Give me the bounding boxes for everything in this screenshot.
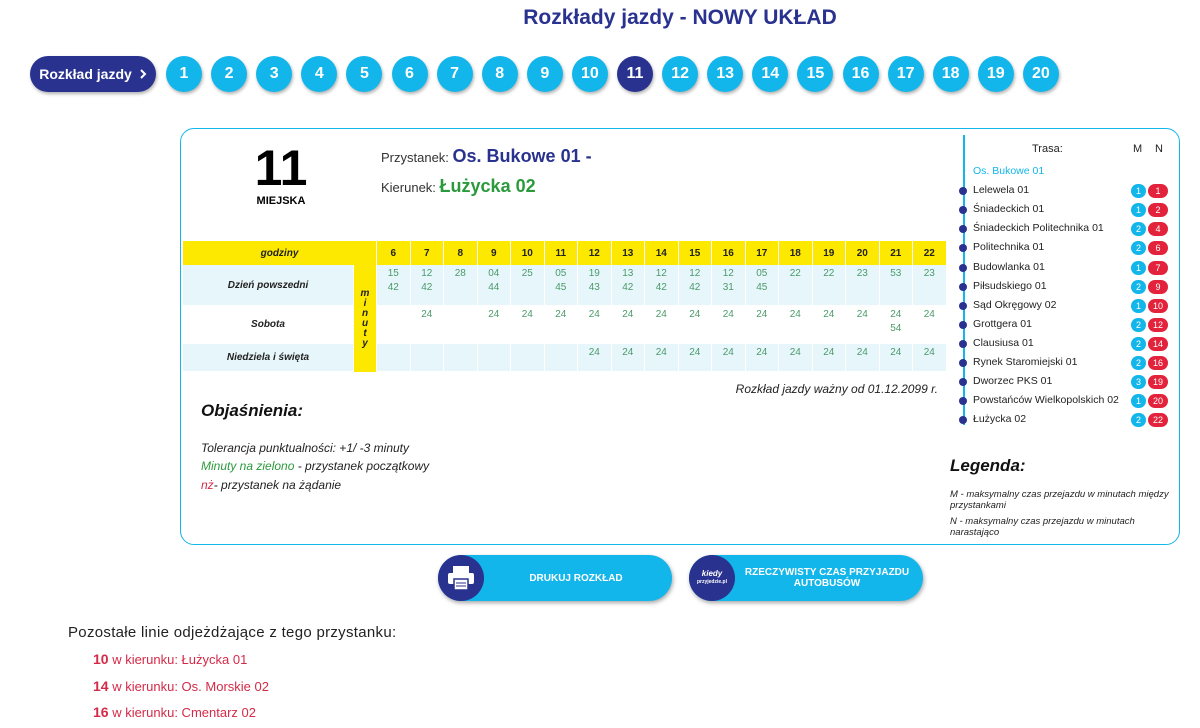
minutes-vertical-label — [354, 265, 376, 372]
route-stop-name: Dworzec PKS 01 — [973, 375, 1053, 388]
route-stop[interactable] — [958, 164, 1174, 180]
other-line-link[interactable] — [93, 704, 256, 720]
departure-cell — [712, 265, 745, 305]
cumulative-time-badge: 22 — [1148, 413, 1168, 427]
departure-minute: 44 — [488, 282, 500, 293]
explanations-title: Objaśnienia: — [201, 401, 304, 420]
tolerance-note: Tolerancja punktualności: +1/ -3 minuty — [201, 441, 410, 455]
hour-18: 18 — [779, 241, 812, 265]
cumulative-time-badge: 20 — [1148, 394, 1168, 408]
valid-from: Rozkład jazdy ważny od 01.12.2099 r. — [735, 382, 938, 396]
hour-15: 15 — [679, 241, 712, 265]
departure-minute: 53 — [890, 268, 902, 279]
line-number: 11 — [254, 140, 308, 196]
cumulative-time-badge: 2 — [1148, 203, 1168, 217]
segment-time-badge: 2 — [1131, 222, 1146, 236]
departure-cell — [913, 306, 946, 343]
route-stop[interactable] — [958, 183, 1174, 199]
departure-minute: 12 — [421, 268, 433, 279]
departure-minute: 24 — [655, 347, 667, 358]
segment-time-badge: 2 — [1131, 356, 1146, 370]
green-minutes-note — [201, 459, 429, 473]
print-timetable-button[interactable] — [438, 555, 672, 601]
timetable-menu-label: Rozkład jazdy — [39, 66, 132, 82]
departure-cell — [746, 344, 779, 371]
line-5-button[interactable]: 5 — [346, 56, 382, 92]
route-stop-name: Śniadeckich 01 — [973, 203, 1045, 216]
departure-minute: 22 — [823, 268, 835, 279]
departure-cell — [612, 344, 645, 371]
stop-dot-icon — [959, 244, 967, 252]
hour-7: 7 — [411, 241, 444, 265]
route-stop[interactable] — [958, 298, 1174, 314]
row-label: Niedziela i święta — [183, 344, 353, 371]
route-stop[interactable] — [958, 412, 1174, 428]
line-11-button[interactable]: 11 — [617, 56, 653, 92]
route-col-m: M — [1133, 143, 1143, 155]
departure-minute: 45 — [555, 282, 567, 293]
departure-cell — [779, 306, 812, 343]
stop-name: Os. Bukowe 01 - — [452, 146, 592, 166]
legend-title: Legenda: — [950, 456, 1026, 475]
route-stop-name: Łużycka 02 — [973, 413, 1027, 426]
departure-cell — [779, 265, 812, 305]
hour-11: 11 — [545, 241, 578, 265]
departure-cell — [411, 306, 444, 343]
stop-dot-icon — [959, 397, 967, 405]
other-lines-title: Pozostałe linie odjeżdżające z tego przystanku: — [68, 624, 397, 641]
line-20-button[interactable]: 20 — [1023, 56, 1059, 92]
line-4-button[interactable]: 4 — [301, 56, 337, 92]
segment-time-badge: 2 — [1131, 337, 1146, 351]
route-col-n: N — [1155, 143, 1163, 155]
route-stop-name: Rynek Staromiejski 01 — [973, 356, 1078, 368]
line-16-button[interactable]: 16 — [843, 56, 879, 92]
departure-cell — [746, 306, 779, 343]
route-stop-name: Śniadeckich Politechnika 01 — [973, 222, 1104, 235]
stop-dot-icon — [959, 283, 967, 291]
stop-dot-icon — [959, 378, 967, 386]
departure-minute: 24 — [655, 309, 667, 320]
realtime-arrival-label: RZECZYWISTY CZAS PRZYJAZDU AUTOBUSÓW — [744, 567, 910, 589]
departure-minute: 24 — [890, 309, 902, 320]
other-line-number: 14 — [93, 677, 109, 694]
segment-time-badge: 1 — [1131, 299, 1146, 313]
departure-cell — [377, 344, 410, 371]
departure-cell — [913, 265, 946, 305]
departure-minute: 24 — [521, 309, 533, 320]
departure-minute: 23 — [856, 268, 868, 279]
page-title: Rozkłady jazdy - NOWY UKŁAD — [523, 6, 837, 29]
route-stop[interactable] — [958, 355, 1174, 371]
departure-minute: 12 — [722, 268, 734, 279]
cumulative-time-badge: 1 — [1148, 184, 1168, 198]
departure-cell — [578, 344, 611, 371]
departure-minute: 28 — [454, 268, 466, 279]
route-stop[interactable] — [958, 279, 1174, 295]
direction-row — [381, 176, 536, 197]
route-stop-name: Politechnika 01 — [973, 241, 1045, 254]
departure-cell — [578, 265, 611, 305]
departure-minute: 05 — [756, 268, 768, 279]
hour-19: 19 — [813, 241, 846, 265]
segment-time-badge: 1 — [1131, 184, 1146, 198]
departure-cell — [813, 265, 846, 305]
departure-minute: 24 — [588, 347, 600, 358]
departure-cell — [511, 265, 544, 305]
stop-dot-icon — [959, 206, 967, 214]
stop-dot-icon — [959, 264, 967, 272]
departure-minute: 05 — [555, 268, 567, 279]
route-stop-name: Budowlanka 01 — [973, 260, 1045, 273]
departure-minute: 24 — [722, 347, 734, 358]
departure-cell — [645, 306, 678, 343]
departure-minute: 42 — [689, 282, 701, 293]
segment-time-badge: 1 — [1131, 394, 1146, 408]
stop-dot-icon — [959, 340, 967, 348]
hour-10: 10 — [511, 241, 544, 265]
departure-cell — [444, 265, 477, 305]
departure-cell — [377, 265, 410, 305]
cumulative-time-badge: 16 — [1148, 356, 1168, 370]
stop-row — [381, 146, 592, 167]
departure-minute: 24 — [689, 347, 701, 358]
departure-cell — [880, 265, 913, 305]
cumulative-time-badge: 9 — [1148, 280, 1168, 294]
route-stop-name: Piłsudskiego 01 — [973, 279, 1047, 292]
minutes-label-letter: m — [360, 287, 370, 299]
stop-dot-icon — [959, 416, 967, 424]
stop-dot-icon — [959, 302, 967, 310]
direction-name: Łużycka 02 — [439, 176, 536, 196]
line-type: MIEJSKA — [256, 195, 306, 207]
departure-minute: 24 — [823, 309, 835, 320]
realtime-arrival-button[interactable] — [689, 555, 923, 601]
departure-cell — [478, 306, 511, 343]
departure-minute: 24 — [689, 309, 701, 320]
segment-time-badge: 2 — [1131, 241, 1146, 255]
line-18-button[interactable]: 18 — [933, 56, 969, 92]
hour-12: 12 — [578, 241, 611, 265]
departure-minute: 23 — [923, 268, 935, 279]
other-line-link[interactable] — [93, 651, 247, 667]
departure-cell — [846, 265, 879, 305]
departure-cell — [545, 306, 578, 343]
bus-stop-logo-icon — [689, 555, 735, 601]
departure-minute: 31 — [722, 282, 734, 293]
cumulative-time-badge: 7 — [1148, 261, 1168, 275]
departure-cell — [444, 344, 477, 371]
hour-21: 21 — [880, 241, 913, 265]
departure-minute: 24 — [622, 309, 634, 320]
departure-cell — [511, 344, 544, 371]
departure-cell — [679, 344, 712, 371]
departure-minute: 15 — [387, 268, 399, 279]
departure-cell — [578, 306, 611, 343]
line-12-button[interactable]: 12 — [662, 56, 698, 92]
departure-cell — [511, 306, 544, 343]
logo-text-bottom: przyjedzie.pl — [696, 579, 727, 585]
departure-minute: 24 — [555, 309, 567, 320]
line-2-button[interactable]: 2 — [211, 56, 247, 92]
departure-minute: 12 — [689, 268, 701, 279]
route-stop[interactable] — [958, 202, 1174, 218]
stop-dot-icon — [959, 321, 967, 329]
timetable-menu-button[interactable] — [30, 56, 156, 92]
hour-20: 20 — [846, 241, 879, 265]
departure-minute: 24 — [856, 347, 868, 358]
departure-cell — [545, 344, 578, 371]
hour-22: 22 — [913, 241, 946, 265]
departure-cell — [612, 265, 645, 305]
departure-minute: 13 — [622, 268, 634, 279]
hours-header-label: godziny — [183, 241, 376, 265]
hour-17: 17 — [746, 241, 779, 265]
segment-time-badge: 2 — [1131, 280, 1146, 294]
cumulative-time-badge: 12 — [1148, 318, 1168, 332]
departure-minute: 24 — [588, 309, 600, 320]
departure-cell — [444, 306, 477, 343]
route-stop[interactable] — [958, 336, 1174, 352]
departure-cell — [813, 306, 846, 343]
departure-cell — [411, 344, 444, 371]
route-stop-name: Os. Bukowe 01 — [973, 165, 1045, 177]
line-3-button[interactable]: 3 — [256, 56, 292, 92]
other-line-link[interactable] — [93, 678, 269, 694]
departure-minute: 42 — [421, 282, 433, 293]
stop-dot-icon — [959, 225, 967, 233]
departure-minute: 24 — [488, 309, 500, 320]
departure-cell — [645, 265, 678, 305]
departure-minute: 25 — [521, 268, 533, 279]
line-17-button[interactable]: 17 — [888, 56, 924, 92]
legend-n: N - maksymalny czas przejazdu w minutach narastająco — [950, 516, 1135, 538]
departure-minute: 43 — [588, 282, 600, 293]
green-minutes-label: Minuty na zielono — [201, 459, 295, 473]
departure-cell — [712, 344, 745, 371]
departure-minute: 45 — [756, 282, 768, 293]
route-stop-name: Lelewela 01 — [973, 184, 1030, 197]
line-6-button[interactable]: 6 — [392, 56, 428, 92]
departure-cell — [779, 344, 812, 371]
departure-minute: 24 — [789, 309, 801, 320]
cumulative-time-badge: 10 — [1148, 299, 1168, 313]
printer-icon — [438, 555, 484, 601]
departure-cell — [880, 306, 913, 343]
departure-cell — [645, 344, 678, 371]
stop-dot-icon — [959, 187, 967, 195]
departure-minute: 24 — [756, 309, 768, 320]
departure-cell — [846, 344, 879, 371]
stop-dot-icon — [959, 359, 967, 367]
departure-cell — [746, 265, 779, 305]
hour-9: 9 — [478, 241, 511, 265]
departure-cell — [411, 265, 444, 305]
cumulative-time-badge: 4 — [1148, 222, 1168, 236]
stop-label: Przystanek: — [381, 150, 449, 165]
route-stop[interactable] — [958, 260, 1174, 276]
departure-minute: 24 — [890, 347, 902, 358]
segment-time-badge: 2 — [1131, 413, 1146, 427]
other-line-direction: w kierunku: Os. Morskie 02 — [108, 678, 269, 694]
departure-minute: 24 — [789, 347, 801, 358]
hour-16: 16 — [712, 241, 745, 265]
departure-minute: 42 — [622, 282, 634, 293]
green-minutes-desc: - przystanek początkowy — [294, 459, 430, 473]
hour-13: 13 — [612, 241, 645, 265]
route-stop[interactable] — [958, 221, 1174, 237]
departure-minute: 12 — [655, 268, 667, 279]
line-8-button[interactable]: 8 — [482, 56, 518, 92]
departure-cell — [679, 306, 712, 343]
route-stop-name: Sąd Okręgowy 02 — [973, 298, 1057, 311]
departure-minute: 24 — [622, 347, 634, 358]
print-timetable-label: DRUKUJ ROZKŁAD — [529, 572, 623, 584]
departure-cell — [478, 344, 511, 371]
departure-cell — [612, 306, 645, 343]
line-13-button[interactable]: 13 — [707, 56, 743, 92]
departure-cell — [679, 265, 712, 305]
request-stop-note — [201, 478, 341, 492]
departure-cell — [545, 265, 578, 305]
route-stop[interactable] — [958, 374, 1174, 390]
row-label: Sobota — [251, 319, 285, 330]
departure-cell — [880, 344, 913, 371]
departure-minute: 42 — [387, 282, 399, 293]
route-stop-name: Powstańców Wielkopolskich 02 — [973, 394, 1119, 407]
other-line-direction: w kierunku: Cmentarz 02 — [108, 705, 256, 720]
logo-text-top: kiedy — [701, 569, 723, 578]
hour-8: 8 — [444, 241, 477, 265]
request-stop-desc: - przystanek na żądanie — [213, 478, 342, 492]
chevron-right-icon — [139, 66, 147, 82]
departure-minute: 04 — [488, 268, 500, 279]
departure-minute: 42 — [655, 282, 667, 293]
cumulative-time-badge: 6 — [1148, 241, 1168, 255]
route-stop[interactable] — [958, 317, 1174, 333]
line-7-button[interactable]: 7 — [437, 56, 473, 92]
cumulative-time-badge: 14 — [1148, 337, 1168, 351]
line-1-button[interactable]: 1 — [166, 56, 202, 92]
line-14-button[interactable]: 14 — [752, 56, 788, 92]
line-10-button[interactable]: 10 — [572, 56, 608, 92]
departure-cell — [478, 265, 511, 305]
minutes-label-letter: y — [362, 337, 368, 349]
departure-cell — [913, 344, 946, 371]
departure-cell — [813, 344, 846, 371]
hour-14: 14 — [645, 241, 678, 265]
departure-minute: 24 — [923, 347, 935, 358]
departure-cell — [712, 306, 745, 343]
departure-minute: 24 — [823, 347, 835, 358]
minutes-label-letter: n — [361, 307, 369, 319]
route-stop-name: Grottgera 01 — [973, 317, 1032, 330]
route-stop[interactable] — [958, 393, 1174, 409]
segment-time-badge: 1 — [1131, 261, 1146, 275]
legend-m: M - maksymalny czas przejazdu w minutach między przystankami — [950, 489, 1169, 511]
departure-minute: 24 — [756, 347, 768, 358]
line-19-button[interactable]: 19 — [978, 56, 1014, 92]
line-9-button[interactable]: 9 — [527, 56, 563, 92]
departure-minute: 24 — [421, 309, 433, 320]
cumulative-time-badge: 19 — [1148, 375, 1168, 389]
request-stop-label: nż — [201, 478, 214, 492]
segment-time-badge: 3 — [1131, 375, 1146, 389]
route-header: Trasa: — [1032, 143, 1063, 155]
departure-minute: 24 — [722, 309, 734, 320]
other-line-number: 16 — [93, 704, 109, 720]
hour-6: 6 — [377, 241, 410, 265]
departure-cell — [377, 306, 410, 343]
minutes-label-letter: t — [363, 327, 367, 339]
departure-minute: 22 — [789, 268, 801, 279]
minutes-label-letter: i — [363, 297, 367, 309]
departure-cell — [846, 306, 879, 343]
other-line-number: 10 — [93, 651, 109, 667]
minutes-label-letter: u — [361, 317, 369, 329]
departure-minute: 24 — [856, 309, 868, 320]
row-label: Dzień powszedni — [183, 265, 353, 305]
departure-minute: 24 — [923, 309, 935, 320]
direction-label: Kierunek: — [381, 180, 436, 195]
other-line-direction: w kierunku: Łużycka 01 — [108, 652, 248, 667]
route-stop[interactable] — [958, 240, 1174, 256]
line-15-button[interactable]: 15 — [797, 56, 833, 92]
route-stop-name: Clausiusa 01 — [973, 336, 1034, 349]
segment-time-badge: 1 — [1131, 203, 1146, 217]
departure-minute: 19 — [588, 268, 600, 279]
segment-time-badge: 2 — [1131, 318, 1146, 332]
departure-minute: 54 — [890, 323, 902, 334]
